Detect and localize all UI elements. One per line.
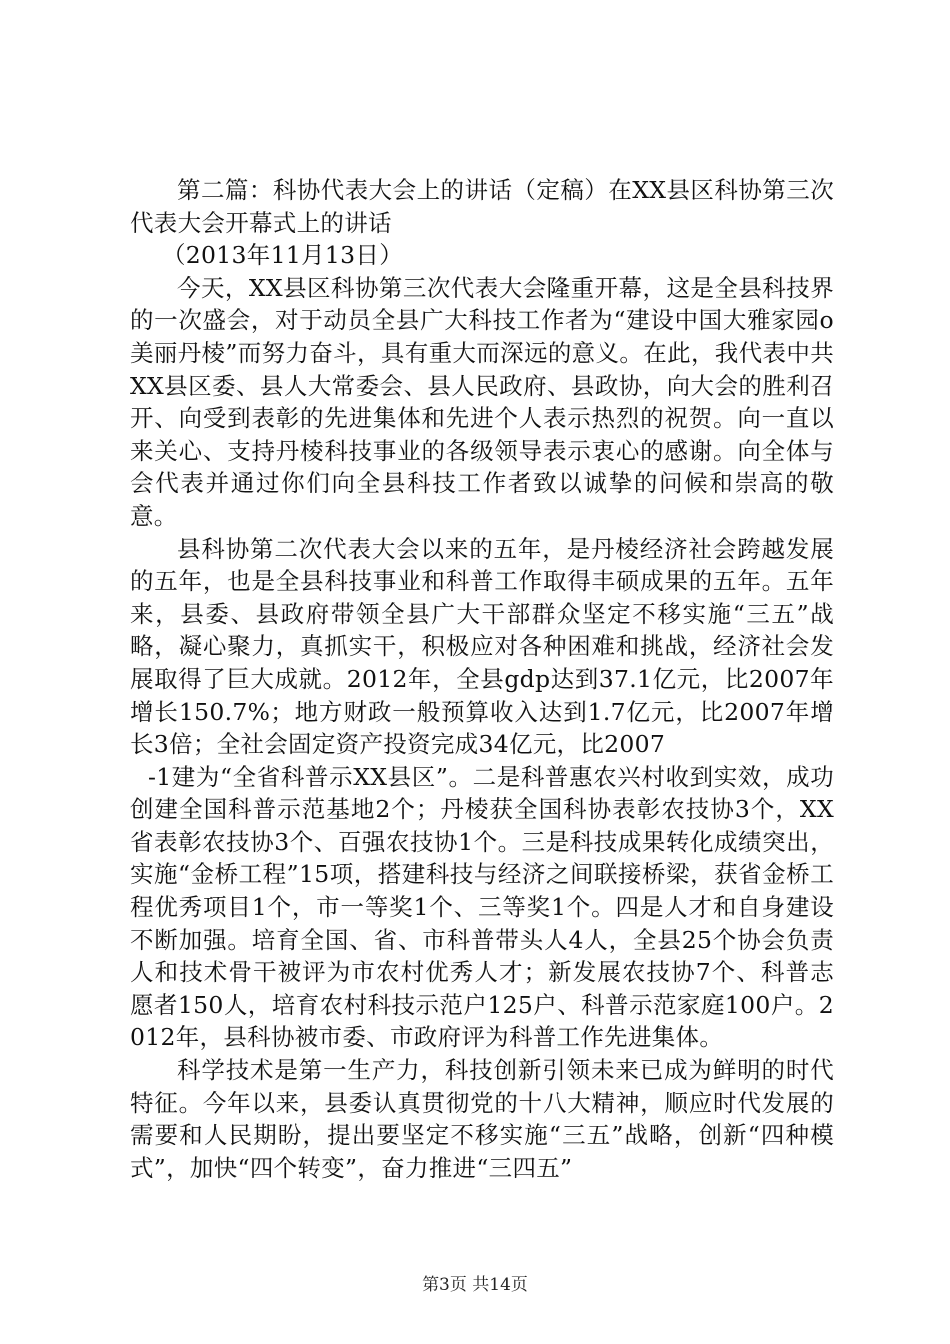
paragraph: 县科协第二次代表大会以来的五年，是丹棱经济社会跨越发展的五年，也是全县科技事业和科普工作取得丰硕成果的五年。五年来，县委、县政府带领全县广大干部群众坚定不移实施“三五”战略，凝心聚力，真抓实干，积极应对各种困难和挑战，经济社会发展取得了巨大成就。2012年，全县gdp达到37.1亿元，比2007年增长150.7%；地方财政一般预算收入达到1.7亿元，比2007年增长3倍；全社会固定资产投资完成34亿元，比2007	[130, 534, 834, 759]
document-body	[130, 174, 834, 1184]
paragraph: 今天，XX县区科协第三次代表大会隆重开幕，这是全县科技界的一次盛会，对于动员全县广大科技工作者为“建设中国大雅家园o美丽丹棱”而努力奋斗，具有重大而深远的意义。在此，我代表中共XX县区委、县人大常委会、县人民政府、县政协，向大会的胜利召开、向受到表彰的先进集体和先进个人表示热烈的祝贺。向一直以来关心、支持丹棱科技事业的各级领导表示衷心的感谢。向全体与会代表并通过你们向全县科技工作者致以诚挚的问候和崇高的敬意。	[130, 273, 834, 530]
paragraph: -1建为“全省科普示XX县区”。二是科普惠农兴村收到实效，成功创建全国科普示范基地2个；丹棱获全国科协表彰农技协3个，XX省表彰农技协3个、百强农技协1个。三是科技成果转化成绩突出，实施“金桥工程”15项，搭建科技与经济之间联接桥梁，获省金桥工程优秀项目1个，市一等奖1个、三等奖1个。四是人才和自身建设不断加强。培育全国、省、市科普带头人4人，全县25个协会负责人和技术骨干被评为市农村优秀人才；新发展农技协7个、科普志愿者150人，培育农村科技示范户125户、科普示范家庭100户。2012年，县科协被市委、市政府评为科普工作先进集体。	[130, 762, 834, 1052]
page-number-footer: 第3页 共14页	[422, 1275, 528, 1295]
paragraph: 科学技术是第一生产力，科技创新引领未来已成为鲜明的时代特征。今年以来，县委认真贯彻党的十八大精神，顺应时代发展的需要和人民期盼，提出要坚定不移实施“三五”战略，创新“四种模式”，加快“四个转变”，奋力推进“三四五”	[130, 1056, 834, 1182]
speech-date: （2013年11月13日）	[162, 241, 404, 270]
document-title: 第二篇：科协代表大会上的讲话（定稿）在XX县区科协第三次代表大会开幕式上的讲话	[130, 176, 834, 237]
